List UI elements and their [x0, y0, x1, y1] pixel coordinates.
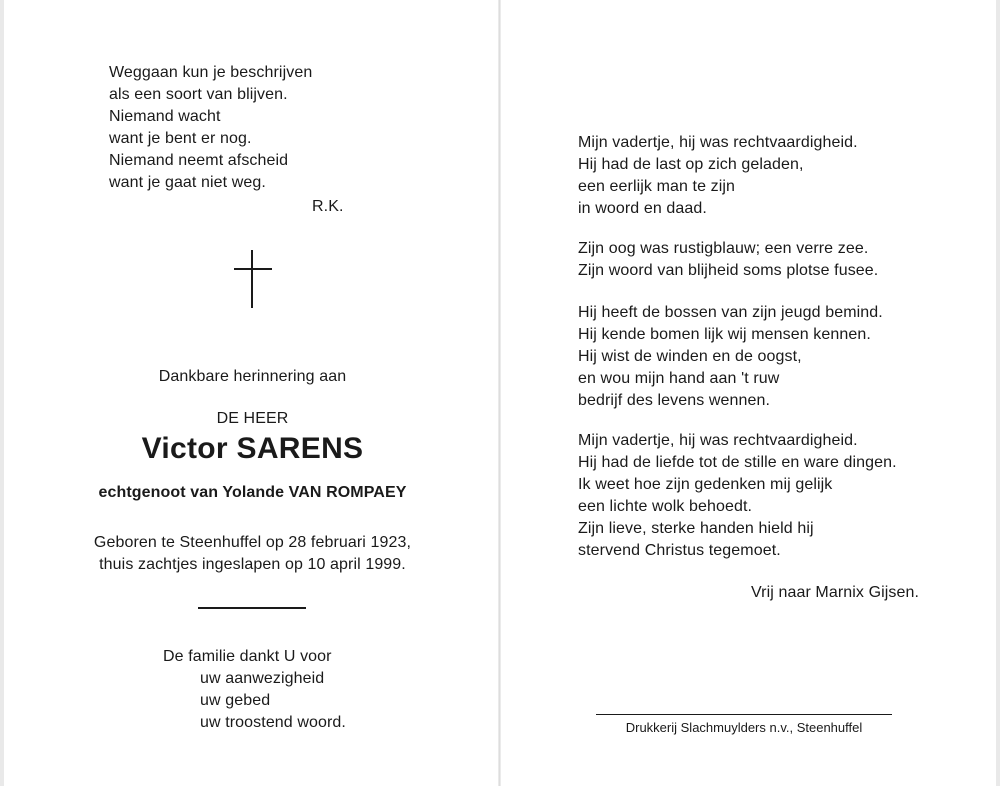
- printer-rule: [596, 714, 892, 715]
- poem-line: Niemand wacht: [109, 108, 221, 125]
- poem-line: een eerlijk man te zijn: [578, 178, 736, 195]
- card-fold: [498, 0, 501, 786]
- birth-line: Geboren te Steenhuffel op 28 februari 1923,: [93, 534, 412, 551]
- divider-rule: [198, 607, 306, 609]
- poem-line: Hij had de last op zich geladen,: [578, 156, 804, 173]
- death-line: thuis zachtjes ingeslapen op 10 april 1999.: [99, 556, 406, 573]
- poem-line: Weggaan kun je beschrijven: [109, 64, 313, 81]
- thanks-line: uw aanwezigheid: [200, 670, 325, 687]
- poem-line: Hij had de liefde tot de stille en ware dingen.: [578, 454, 897, 471]
- poem-line: Hij wist de winden en de oogst,: [578, 348, 802, 365]
- poem-line: Ik weet hoe zijn gedenken mij gelijk: [578, 476, 833, 493]
- spouse-line: echtgenoot van Yolande VAN ROMPAEY: [98, 484, 407, 501]
- poem-attribution: Vrij naar Marnix Gijsen.: [751, 584, 920, 601]
- poem-line: want je gaat niet weg.: [109, 174, 266, 191]
- poem-line: Zijn woord van blijheid soms plotse fusee.: [578, 262, 879, 279]
- printer-credit: Drukkerij Slachmuylders n.v., Steenhuffel: [625, 720, 863, 735]
- poem-line: Mijn vadertje, hij was rechtvaardigheid.: [578, 432, 858, 449]
- poem-line: Hij kende bomen lijk wij mensen kennen.: [578, 326, 871, 343]
- remembrance-text: Dankbare herinnering aan: [158, 368, 347, 385]
- thanks-line: uw troostend woord.: [200, 714, 346, 731]
- poem-line: bedrijf des levens wennen.: [578, 392, 771, 409]
- honorific: DE HEER: [216, 410, 289, 427]
- card-edge-left: [0, 0, 4, 786]
- poem-line: stervend Christus tegemoet.: [578, 542, 781, 559]
- card-edge-right: [996, 0, 1000, 786]
- poem-line: Hij heeft de bossen van zijn jeugd bemind.: [578, 304, 883, 321]
- thanks-line: uw gebed: [200, 692, 271, 709]
- poem-author: R.K.: [312, 198, 344, 215]
- deceased-name: Victor SARENS: [141, 432, 364, 465]
- poem-line: als een soort van blijven.: [109, 86, 288, 103]
- poem-line: en wou mijn hand aan 't ruw: [578, 370, 780, 387]
- poem-line: Zijn oog was rustigblauw; een verre zee.: [578, 240, 869, 257]
- poem-line: in woord en daad.: [578, 200, 707, 217]
- thanks-line: De familie dankt U voor: [163, 648, 332, 665]
- poem-line: Niemand neemt afscheid: [109, 152, 289, 169]
- poem-line: Mijn vadertje, hij was rechtvaardigheid.: [578, 134, 858, 151]
- poem-line: want je bent er nog.: [109, 130, 252, 147]
- poem-line: een lichte wolk behoedt.: [578, 498, 753, 515]
- poem-line: Zijn lieve, sterke handen hield hij: [578, 520, 814, 537]
